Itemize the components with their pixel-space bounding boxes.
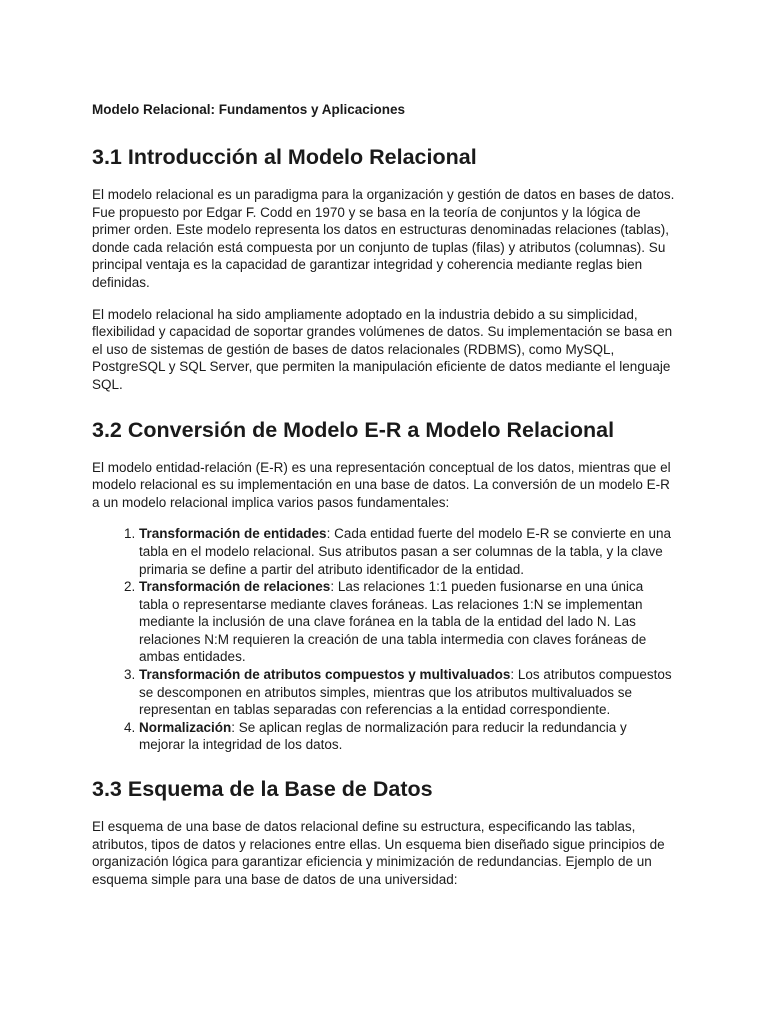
list-item bbox=[139, 578, 676, 666]
step-text: : Los atributos compuestos se descomponen en atributos simples, mientras que los atributos multivaluados se representan en tablas separadas con referencias a la entidad correspondiente. bbox=[139, 667, 672, 718]
step-term: Transformación de entidades bbox=[139, 526, 327, 542]
section-3-1-paragraph-2: El modelo relacional ha sido ampliamente adoptado en la industria debido a su simplicidad, flexibilidad y capacidad de soportar grandes volúmenes de datos. Su implementación se basa en el uso de sistemas de gestión de bases de datos relacionales (RDBMS), como MySQL, PostgreSQL y SQL Server, que permiten la manipulación eficiente de datos mediante el lenguaje SQL. bbox=[92, 306, 673, 392]
section-3-3-paragraph-1: El esquema de una base de datos relacional define su estructura, especificando las tablas, atributos, tipos de datos y relaciones entre ellas. Un esquema bien diseñado sigue principios de organización lógica para garantizar eficiencia y minimización de redundancias. Ejemplo de un esquema simple para una base de datos de una universidad: bbox=[92, 819, 665, 887]
section-heading-3-1: 3.1 Introducción al Modelo Relacional bbox=[92, 145, 477, 169]
step-term: Transformación de atributos compuestos y multivaluados bbox=[139, 667, 511, 683]
list-item bbox=[139, 525, 676, 578]
document-title: Modelo Relacional: Fundamentos y Aplicaciones bbox=[92, 102, 406, 117]
step-text: : Cada entidad fuerte del modelo E-R se convierte en una tabla en el modelo relacional. Sus atributos pasan a ser columnas de la tabla, y la clave primaria se define a partir del atributo identificador de la entidad. bbox=[139, 526, 672, 577]
list-item bbox=[139, 719, 676, 754]
conversion-steps-list bbox=[92, 525, 676, 754]
step-text: : Se aplican reglas de normalización para reducir la redundancia y mejorar la integridad de los datos. bbox=[139, 719, 627, 753]
step-term: Normalización bbox=[139, 719, 232, 735]
section-3-1-paragraph-1: El modelo relacional es un paradigma para la organización y gestión de datos en bases de datos. Fue propuesto por Edgar F. Codd en 1970 y se basa en la teoría de conjuntos y la lógica de primer orden. Este modelo representa los datos en estructuras denominadas relaciones (tablas), donde cada relación está compuesta por un conjunto de tuplas (filas) y atributos (columnas). Su principal ventaja es la capacidad de garantizar integridad y coherencia mediante reglas bien definidas. bbox=[92, 187, 675, 290]
step-term: Transformación de relaciones bbox=[139, 579, 331, 595]
section-heading-3-3: 3.3 Esquema de la Base de Datos bbox=[92, 777, 433, 802]
section-3-2-paragraph-1: El modelo entidad-relación (E-R) es una representación conceptual de los datos, mientras que el modelo relacional es su implementación en una base de datos. La conversión de un modelo E-R a un modelo relacional implica varios pasos fundamentales: bbox=[92, 459, 671, 510]
section-heading-3-2: 3.2 Conversión de Modelo E-R a Modelo Relacional bbox=[92, 417, 615, 442]
step-text: : Las relaciones 1:1 pueden fusionarse en una única tabla o representarse mediante claves foráneas. Las relaciones 1:N se implementan mediante la inclusión de una clave foránea en la tabla de la entidad del lado N. Las relaciones N:M requieren la creación de una tabla intermedia con claves foráneas de ambas entidades. bbox=[139, 579, 647, 665]
list-item bbox=[139, 666, 676, 719]
